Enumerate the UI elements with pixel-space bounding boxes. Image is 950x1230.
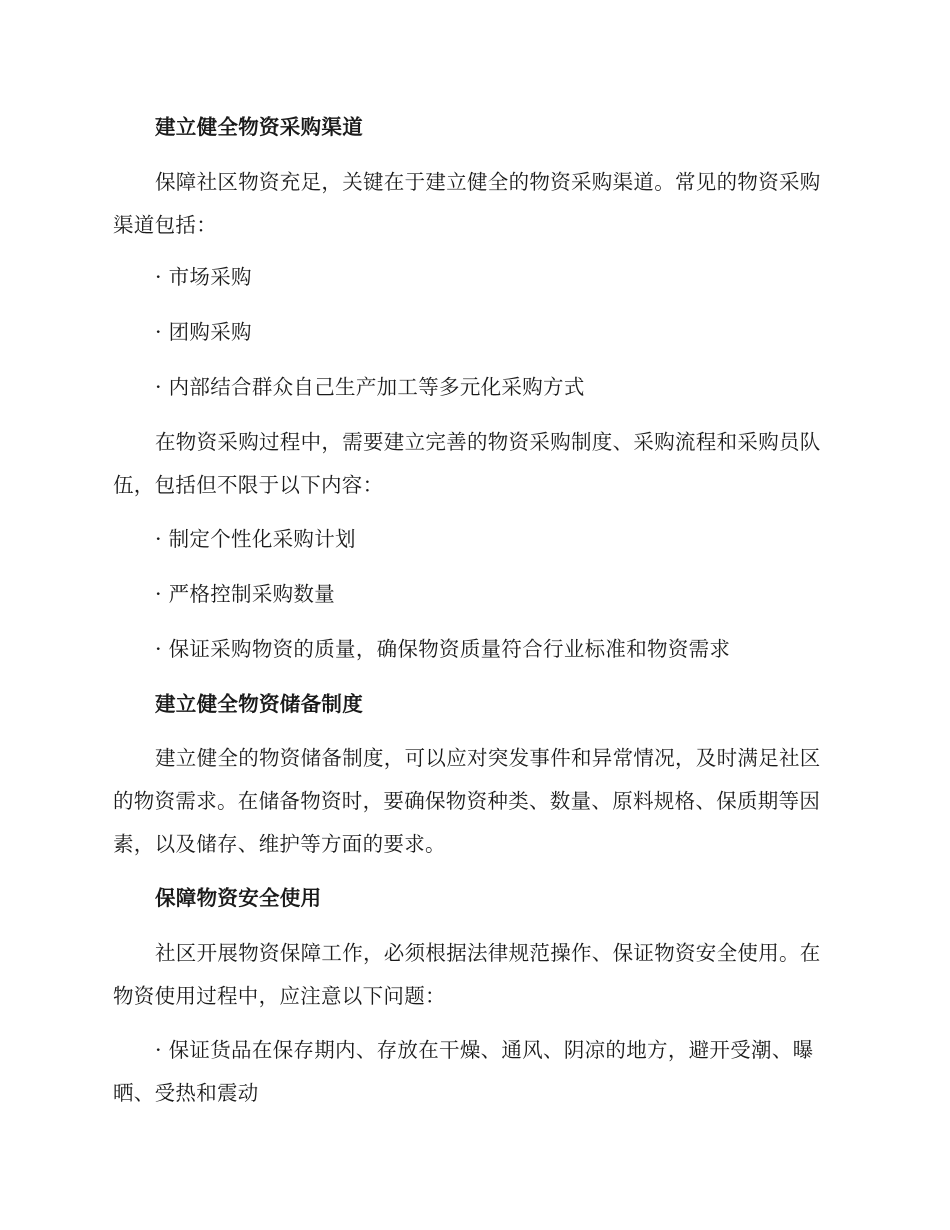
list-item: · 严格控制采购数量 [155,582,336,606]
list-item: · 团购采购 [155,320,252,344]
list-item: · 保证货品在保存期内、存放在干燥、通风、阴凉的地方，避开受潮、曝晒、受热和震动 [113,1038,814,1105]
paragraph-reserve: 建立健全的物资储备制度，可以应对突发事件和异常情况，及时满足社区的物资需求。在储备物资时，要确保物资种类、数量、原料规格、保质期等因素，以及储存、维护等方面的要求。 [113,746,821,856]
paragraph-safety: 社区开展物资保障工作，必须根据法律规范操作、保证物资安全使用。在物资使用过程中，应注意以下问题： [113,941,821,1008]
paragraph-procurement-process: 在物资采购过程中，需要建立完善的物资采购制度、采购流程和采购员队伍，包括但不限于以下内容： [113,430,821,497]
list-item: · 市场采购 [155,265,252,289]
section-heading-safety: 保障物资安全使用 [155,886,322,910]
paragraph-procurement-intro: 保障社区物资充足，关键在于建立健全的物资采购渠道。常见的物资采购渠道包括： [113,170,821,237]
section-heading-procurement: 建立健全物资采购渠道 [155,115,363,139]
list-item: · 保证采购物资的质量，确保物资质量符合行业标准和物资需求 [155,637,731,661]
section-heading-reserve: 建立健全物资储备制度 [155,692,363,716]
list-item: · 制定个性化采购计划 [155,527,356,551]
list-item: · 内部结合群众自己生产加工等多元化采购方式 [155,375,585,399]
